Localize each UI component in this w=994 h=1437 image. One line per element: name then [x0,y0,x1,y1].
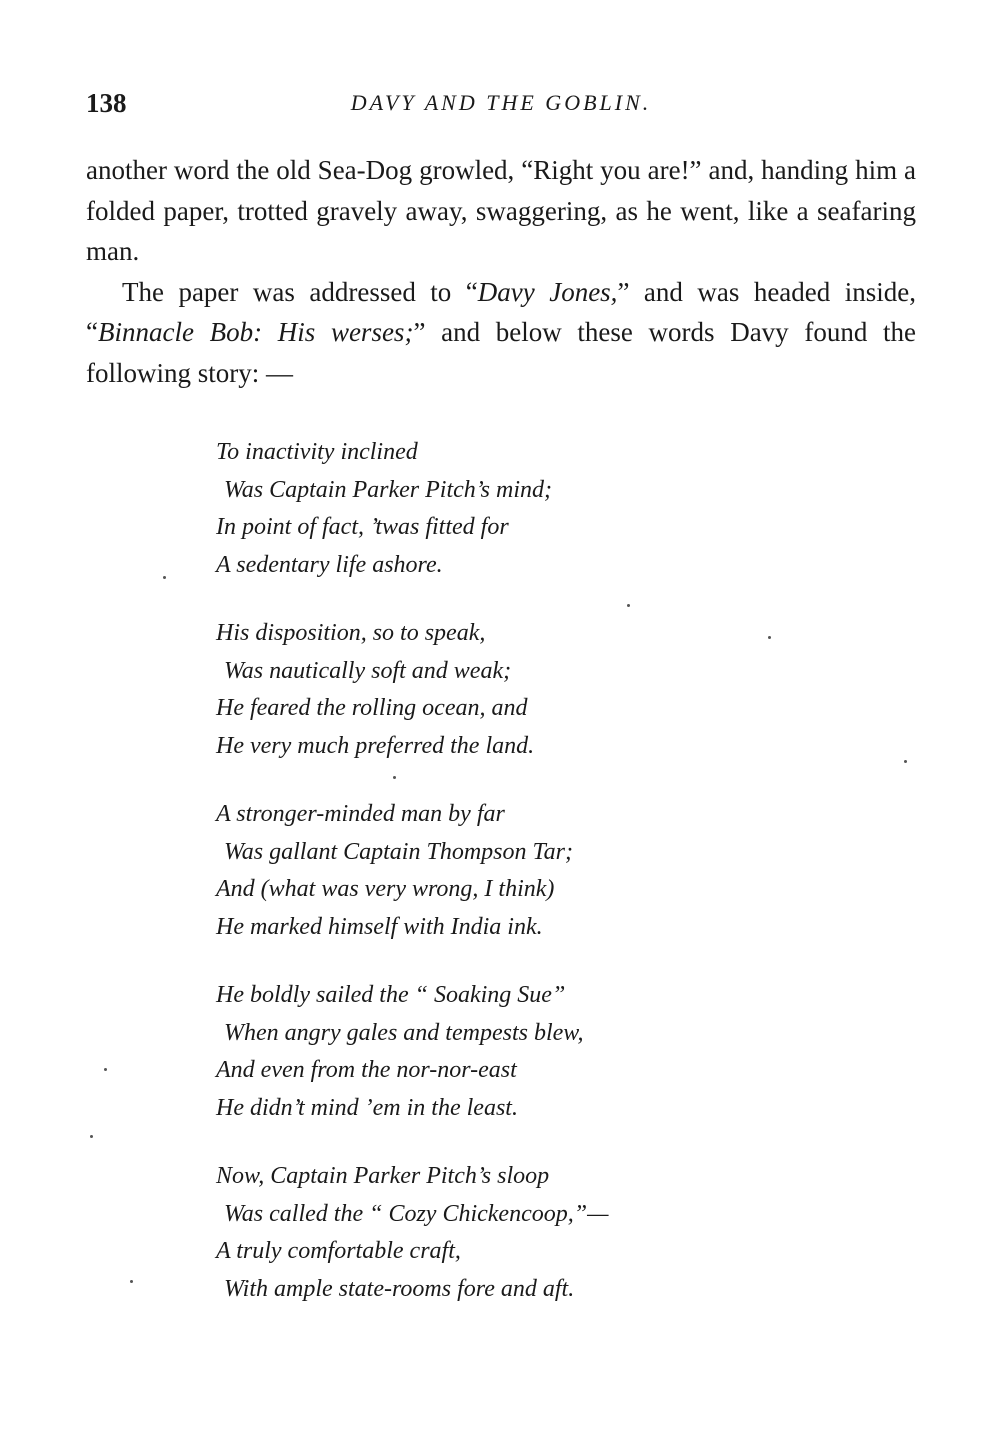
poem-line: He very much preferred the land. [216,732,535,759]
paragraph-2-part-b: ” and was headed inside, “ [86,276,916,347]
stanza-2 [216,615,816,765]
poem-line: A stronger-minded man by far [216,801,505,827]
paragraph-2-part-c: ” and below these words Davy found the following story: — [86,317,916,388]
poem-line: He feared the rolling ocean, and [216,695,528,721]
scan-speck [393,776,396,779]
poem-line: When angry gales and tempests blew, [224,1019,584,1046]
scan-speck [768,636,771,639]
prose-text [86,150,916,393]
poem-line: He marked himself with India ink. [216,913,543,940]
stanza-1 [216,434,816,584]
addressee-name: Davy Jones, [477,276,618,307]
scan-speck [104,1068,107,1071]
scan-speck [627,604,630,607]
scan-speck [130,1280,133,1283]
page-number: 138 [86,88,127,118]
paragraph-1: another word the old Sea-Dog growled, “Right you are!” and, handing him a folded paper, trotted gravely away, swaggering, as he went, like a seafaring man. [86,155,916,266]
poem-line: Was called the “ Cozy Chickencoop,”— [224,1200,609,1227]
verses-title: Binnacle Bob: His werses; [97,317,414,347]
scan-speck [904,760,907,763]
poem [216,434,816,1339]
poem-line: A truly comfortable craft, [216,1238,461,1264]
poem-line: A sedentary life ashore. [216,551,443,578]
poem-line: In point of fact, ’twas fitted for [216,514,509,540]
poem-line: Now, Captain Parker Pitch’s sloop [216,1163,550,1189]
poem-line: With ample state-rooms fore and aft. [224,1275,575,1302]
stanza-3 [216,796,816,946]
poem-line: And even from the nor-nor-east [216,1057,517,1083]
poem-line: He didn’t mind ’em in the least. [216,1094,518,1121]
scan-speck [90,1135,93,1138]
poem-line: Was gallant Captain Thompson Tar; [224,838,573,865]
paragraph-2 [86,272,916,394]
paragraph-2-part-a: The paper was addressed to “ [122,276,478,307]
poem-line: He boldly sailed the “ Soaking Sue” [216,982,566,1008]
running-title: DAVY AND THE GOBLIN. [350,90,652,115]
scan-speck [163,576,166,579]
poem-line: Was Captain Parker Pitch’s mind; [224,476,552,503]
poem-line: To inactivity inclined [216,439,418,465]
stanza-4 [216,977,816,1127]
running-header [86,88,916,128]
poem-line: His disposition, so to speak, [216,620,486,646]
poem-line: And (what was very wrong, I think) [216,876,555,902]
poem-line: Was nautically soft and weak; [224,657,512,684]
stanza-5 [216,1158,816,1308]
